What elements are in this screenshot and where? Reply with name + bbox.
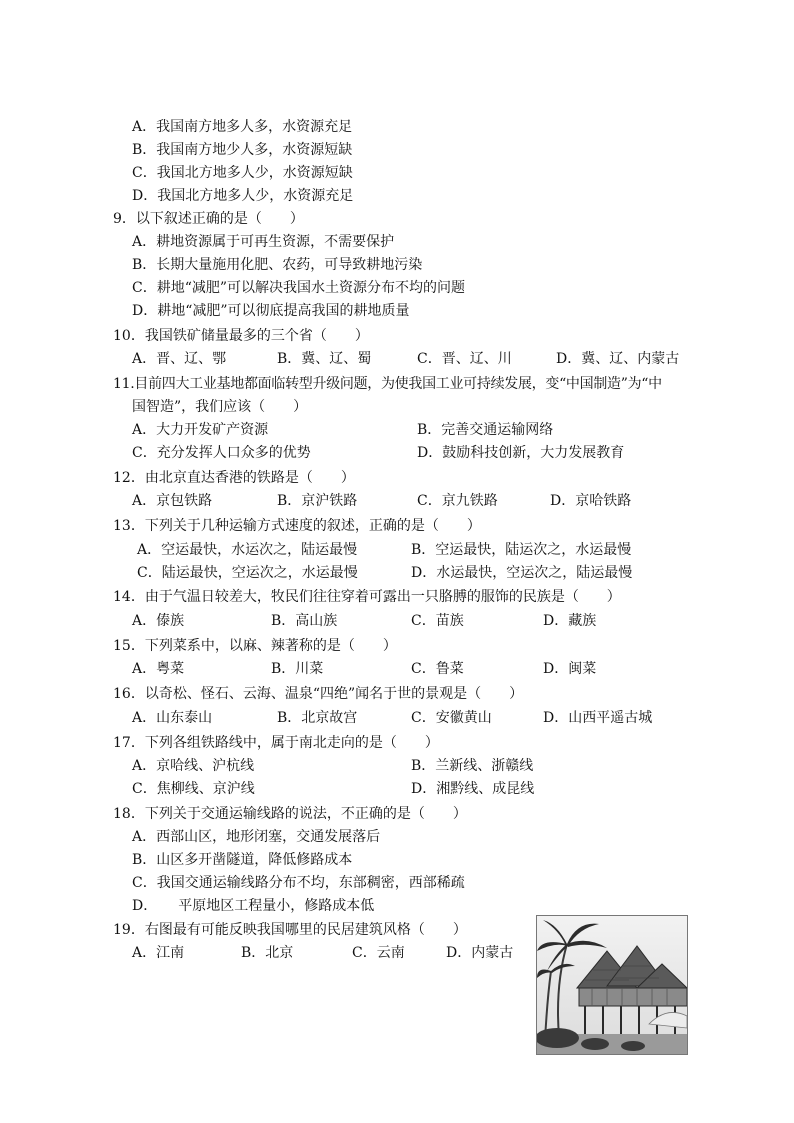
q19-option-c: C．云南 [352, 945, 405, 961]
q19-option-a: A．江南 [132, 945, 185, 961]
q19-option-b: B．北京 [241, 945, 294, 961]
q12-option-c: C．京九铁路 [417, 493, 498, 509]
q15-stem: 15．下列菜系中，以麻、辣著称的是（ ） [113, 638, 397, 654]
q16-option-b: B．北京故宫 [277, 710, 358, 726]
q11-option-b: B．完善交通运输网络 [417, 422, 554, 438]
q16-option-d: D．山西平遥古城 [543, 710, 653, 726]
q9-option-a: A．耕地资源属于可再生资源，不需要保护 [132, 234, 395, 250]
q8-option-d: D．我国北方地多人少，水资源充足 [132, 188, 354, 204]
q13-stem: 13．下列关于几种运输方式速度的叙述，正确的是（ ） [113, 518, 481, 534]
q18-option-c: C．我国交通运输线路分布不均，东部稠密，西部稀疏 [132, 875, 465, 891]
q13-option-c: C．陆运最快，空运次之，水运最慢 [137, 565, 358, 581]
q8-option-b: B．我国南方地少人多，水资源短缺 [132, 142, 353, 158]
q18-stem: 18．下列关于交通运输线路的说法，不正确的是（ ） [113, 806, 467, 822]
q9-option-b: B．长期大量施用化肥、农药，可导致耕地污染 [132, 257, 423, 273]
q18-option-d: D． 平原地区工程量小，修路成本低 [132, 898, 375, 914]
q12-option-d: D．京哈铁路 [550, 493, 632, 509]
q14-option-b: B．高山族 [271, 613, 338, 629]
stilt-house-icon [537, 916, 687, 1054]
q15-option-a: A．粤菜 [132, 661, 185, 677]
q8-option-a: A．我国南方地多人多，水资源充足 [132, 119, 353, 135]
q11-option-d: D．鼓励科技创新，大力发展教育 [417, 445, 625, 461]
q18-option-a: A．西部山区，地形闭塞，交通发展落后 [132, 829, 381, 845]
q10-stem: 10．我国铁矿储量最多的三个省（ ） [113, 328, 369, 344]
q10-option-a: A．晋、辽、鄂 [132, 351, 227, 367]
q11-stem-line2: 国智造”，我们应该（ ） [132, 399, 308, 415]
q12-option-b: B．京沪铁路 [277, 493, 358, 509]
q10-option-b: B．冀、辽、蜀 [277, 351, 372, 367]
q17-option-a: A．京哈线、沪杭线 [132, 758, 255, 774]
q12-stem: 12．由北京直达香港的铁路是（ ） [113, 470, 355, 486]
q14-option-a: A．傣族 [132, 613, 185, 629]
q13-option-b: B．空运最快，陆运次之，水运最慢 [411, 542, 632, 558]
q15-option-d: D．闽菜 [543, 661, 597, 677]
q9-option-d: D．耕地“减肥”可以彻底提高我国的耕地质量 [132, 303, 410, 319]
q17-option-b: B．兰新线、浙赣线 [411, 758, 534, 774]
q19-option-d: D．内蒙古 [446, 945, 514, 961]
q13-option-d: D．水运最快，空运次之，陆运最慢 [411, 565, 633, 581]
q10-option-c: C．晋、辽、川 [417, 351, 512, 367]
q11-stem-line1: 11.目前四大工业基地都面临转型升级问题，为使我国工业可持续发展，变“中国制造”为“中 [113, 376, 662, 392]
q14-option-d: D．藏族 [543, 613, 597, 629]
q12-option-a: A．京包铁路 [132, 493, 213, 509]
q11-option-a: A．大力开发矿产资源 [132, 422, 269, 438]
q10-option-d: D．冀、辽、内蒙古 [556, 351, 680, 367]
q14-stem: 14．由于气温日较差大，牧民们往往穿着可露出一只胳膊的服饰的民族是（ ） [113, 589, 621, 605]
q17-option-c: C．焦柳线、京沪线 [132, 781, 255, 797]
q9-option-c: C．耕地“减肥”可以解决我国水土资源分布不均的问题 [132, 280, 466, 296]
q15-option-b: B．川菜 [271, 661, 324, 677]
q8-option-c: C．我国北方地多人少，水资源短缺 [132, 165, 353, 181]
q17-stem: 17．下列各组铁路线中，属于南北走向的是（ ） [113, 735, 439, 751]
q16-option-a: A．山东泰山 [132, 710, 213, 726]
q11-option-c: C．充分发挥人口众多的优势 [132, 445, 311, 461]
q19-stem: 19．右图最有可能反映我国哪里的民居建筑风格（ ） [113, 922, 467, 938]
q16-stem: 16．以奇松、怪石、云海、温泉“四绝”闻名于世的景观是（ ） [113, 686, 524, 702]
q17-option-d: D．湘黔线、成昆线 [411, 781, 535, 797]
q16-option-c: C．安徽黄山 [411, 710, 492, 726]
q14-option-c: C．苗族 [411, 613, 464, 629]
stilt-house-photo [536, 915, 688, 1055]
q13-option-a: A．空运最快，水运次之，陆运最慢 [137, 542, 358, 558]
q15-option-c: C．鲁菜 [411, 661, 464, 677]
q18-option-b: B．山区多开凿隧道，降低修路成本 [132, 852, 353, 868]
q9-stem: 9．以下叙述正确的是（ ） [113, 211, 304, 227]
